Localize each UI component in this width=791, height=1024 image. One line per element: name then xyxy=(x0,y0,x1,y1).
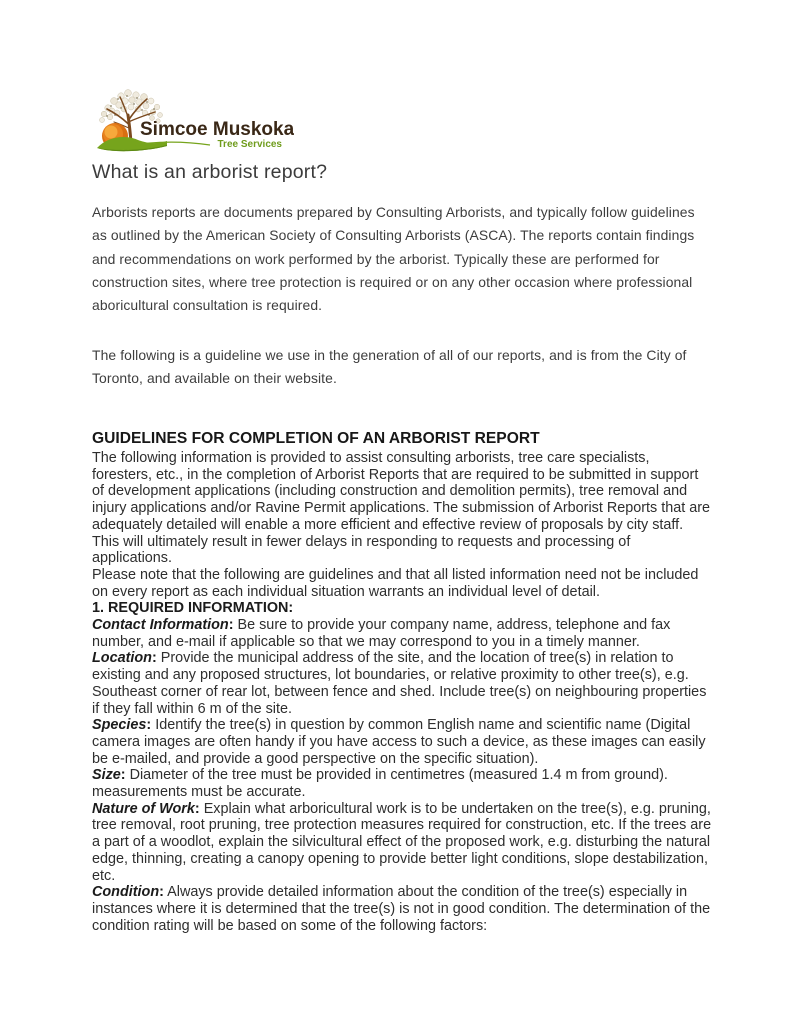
guideline-item-text: Always provide detailed information about the condition of the tree(s) especially in instances where it is determined that the tree(s) is not in good condition. The determination of the condition rating will be based on some of the following factors: xyxy=(92,884,711,934)
guidelines-heading: GUIDELINES FOR COMPLETION OF AN ARBORIST REPORT xyxy=(92,430,540,447)
guideline-item-separator: : xyxy=(228,617,234,634)
guideline-item-label: Location xyxy=(92,650,152,667)
guideline-item xyxy=(92,801,712,885)
guideline-item-text: Diameter of the tree must be provided in centimetres (measured 1.4 m from ground). measurements must be accurate. xyxy=(92,767,668,801)
guideline-item-label: Species xyxy=(92,717,147,734)
guideline-item-separator: : xyxy=(194,800,200,817)
guideline-item-separator: : xyxy=(146,717,152,734)
guideline-items-list xyxy=(92,617,712,934)
guideline-item-label: Nature of Work xyxy=(92,800,195,817)
guideline-item-text: Identify the tree(s) in question by common English name and scientific name (Digital camera images are often handy if you have access to such a device, as these images can easily be e-mailed, and provide a good perspective on the specific situation). xyxy=(92,717,706,767)
guideline-item-separator: : xyxy=(151,650,157,667)
guidelines-section xyxy=(92,429,712,934)
logo-graphic xyxy=(94,88,294,158)
guideline-item-label: Condition xyxy=(92,884,160,901)
guideline-item-separator: : xyxy=(120,767,126,784)
intro-paragraph-1: Arborists reports are documents prepared by Consulting Arborists, and typically follow guidelines as outlined by the American Society of Consulting Arborists (ASCA). The reports contain findings and recommendations on work performed by the arborist. Typically these are performed for construction sites, where tree protection is required or on any other occasion where professional aboricultural consultation is required. xyxy=(92,204,695,314)
guideline-item-label: Size xyxy=(92,767,121,784)
guideline-item-separator: : xyxy=(159,884,164,901)
intro-paragraph-2: The following is a guideline we use in the generation of all of our reports, and is from the City of Toronto, and available on their website. xyxy=(92,347,687,387)
logo-company-name: Simcoe Muskoka xyxy=(140,119,294,140)
guideline-item-text: Explain what arboricultural work is to be undertaken on the tree(s), e.g. pruning, tree removal, root pruning, tree protection measures required for construction, etc. If the trees are a part of a woodlot, explain the silvicultural effect of the proposed work, e.g. disturbing the natural edge, thinning, creating a canopy opening to provide better light conditions, slope destabilization, etc. xyxy=(92,800,712,884)
guidelines-note-paragraph: Please note that the following are guidelines and that all listed information need not be included on every report as each individual situation warrants an individual level of detail. xyxy=(92,566,699,600)
guideline-item xyxy=(92,767,712,800)
logo-tagline: Tree Services xyxy=(217,139,282,150)
page-title: What is an arborist report? xyxy=(92,161,328,183)
guideline-item-text: Provide the municipal address of the site, and the location of tree(s) in relation to existing and any proposed structures, lot boundaries, or relative proximity to other tree(s), e.g. Southeast corner of rear lot, between fence and shed. Include tree(s) on neighbouring properties if they fall within 6 m of the site. xyxy=(92,650,707,717)
guideline-item xyxy=(92,884,712,934)
guideline-item xyxy=(92,650,712,717)
guideline-item xyxy=(92,617,712,650)
guidelines-intro-paragraph: The following information is provided to assist consulting arborists, tree care specialists, foresters, etc., in the completion of Arborist Reports that are required to be submitted in support of development applications (including construction and demolition permits), tree removal and injury applications and/or Ravine Permit applications. The submission of Arborist Reports that are adequately detailed will enable a more efficient and effective review of proposals by city staff. This will ultimately result in fewer delays in responding to requests and processing of applications. xyxy=(92,450,711,567)
guideline-item xyxy=(92,717,712,767)
guideline-item-label: Contact Information xyxy=(92,617,229,634)
guideline-item-text: Be sure to provide your company name, address, telephone and fax number, and e-mail if applicable so that we may correspond to you in a timely manner. xyxy=(92,617,671,650)
required-information-heading: 1. REQUIRED INFORMATION: xyxy=(92,600,294,617)
company-logo xyxy=(94,88,294,158)
